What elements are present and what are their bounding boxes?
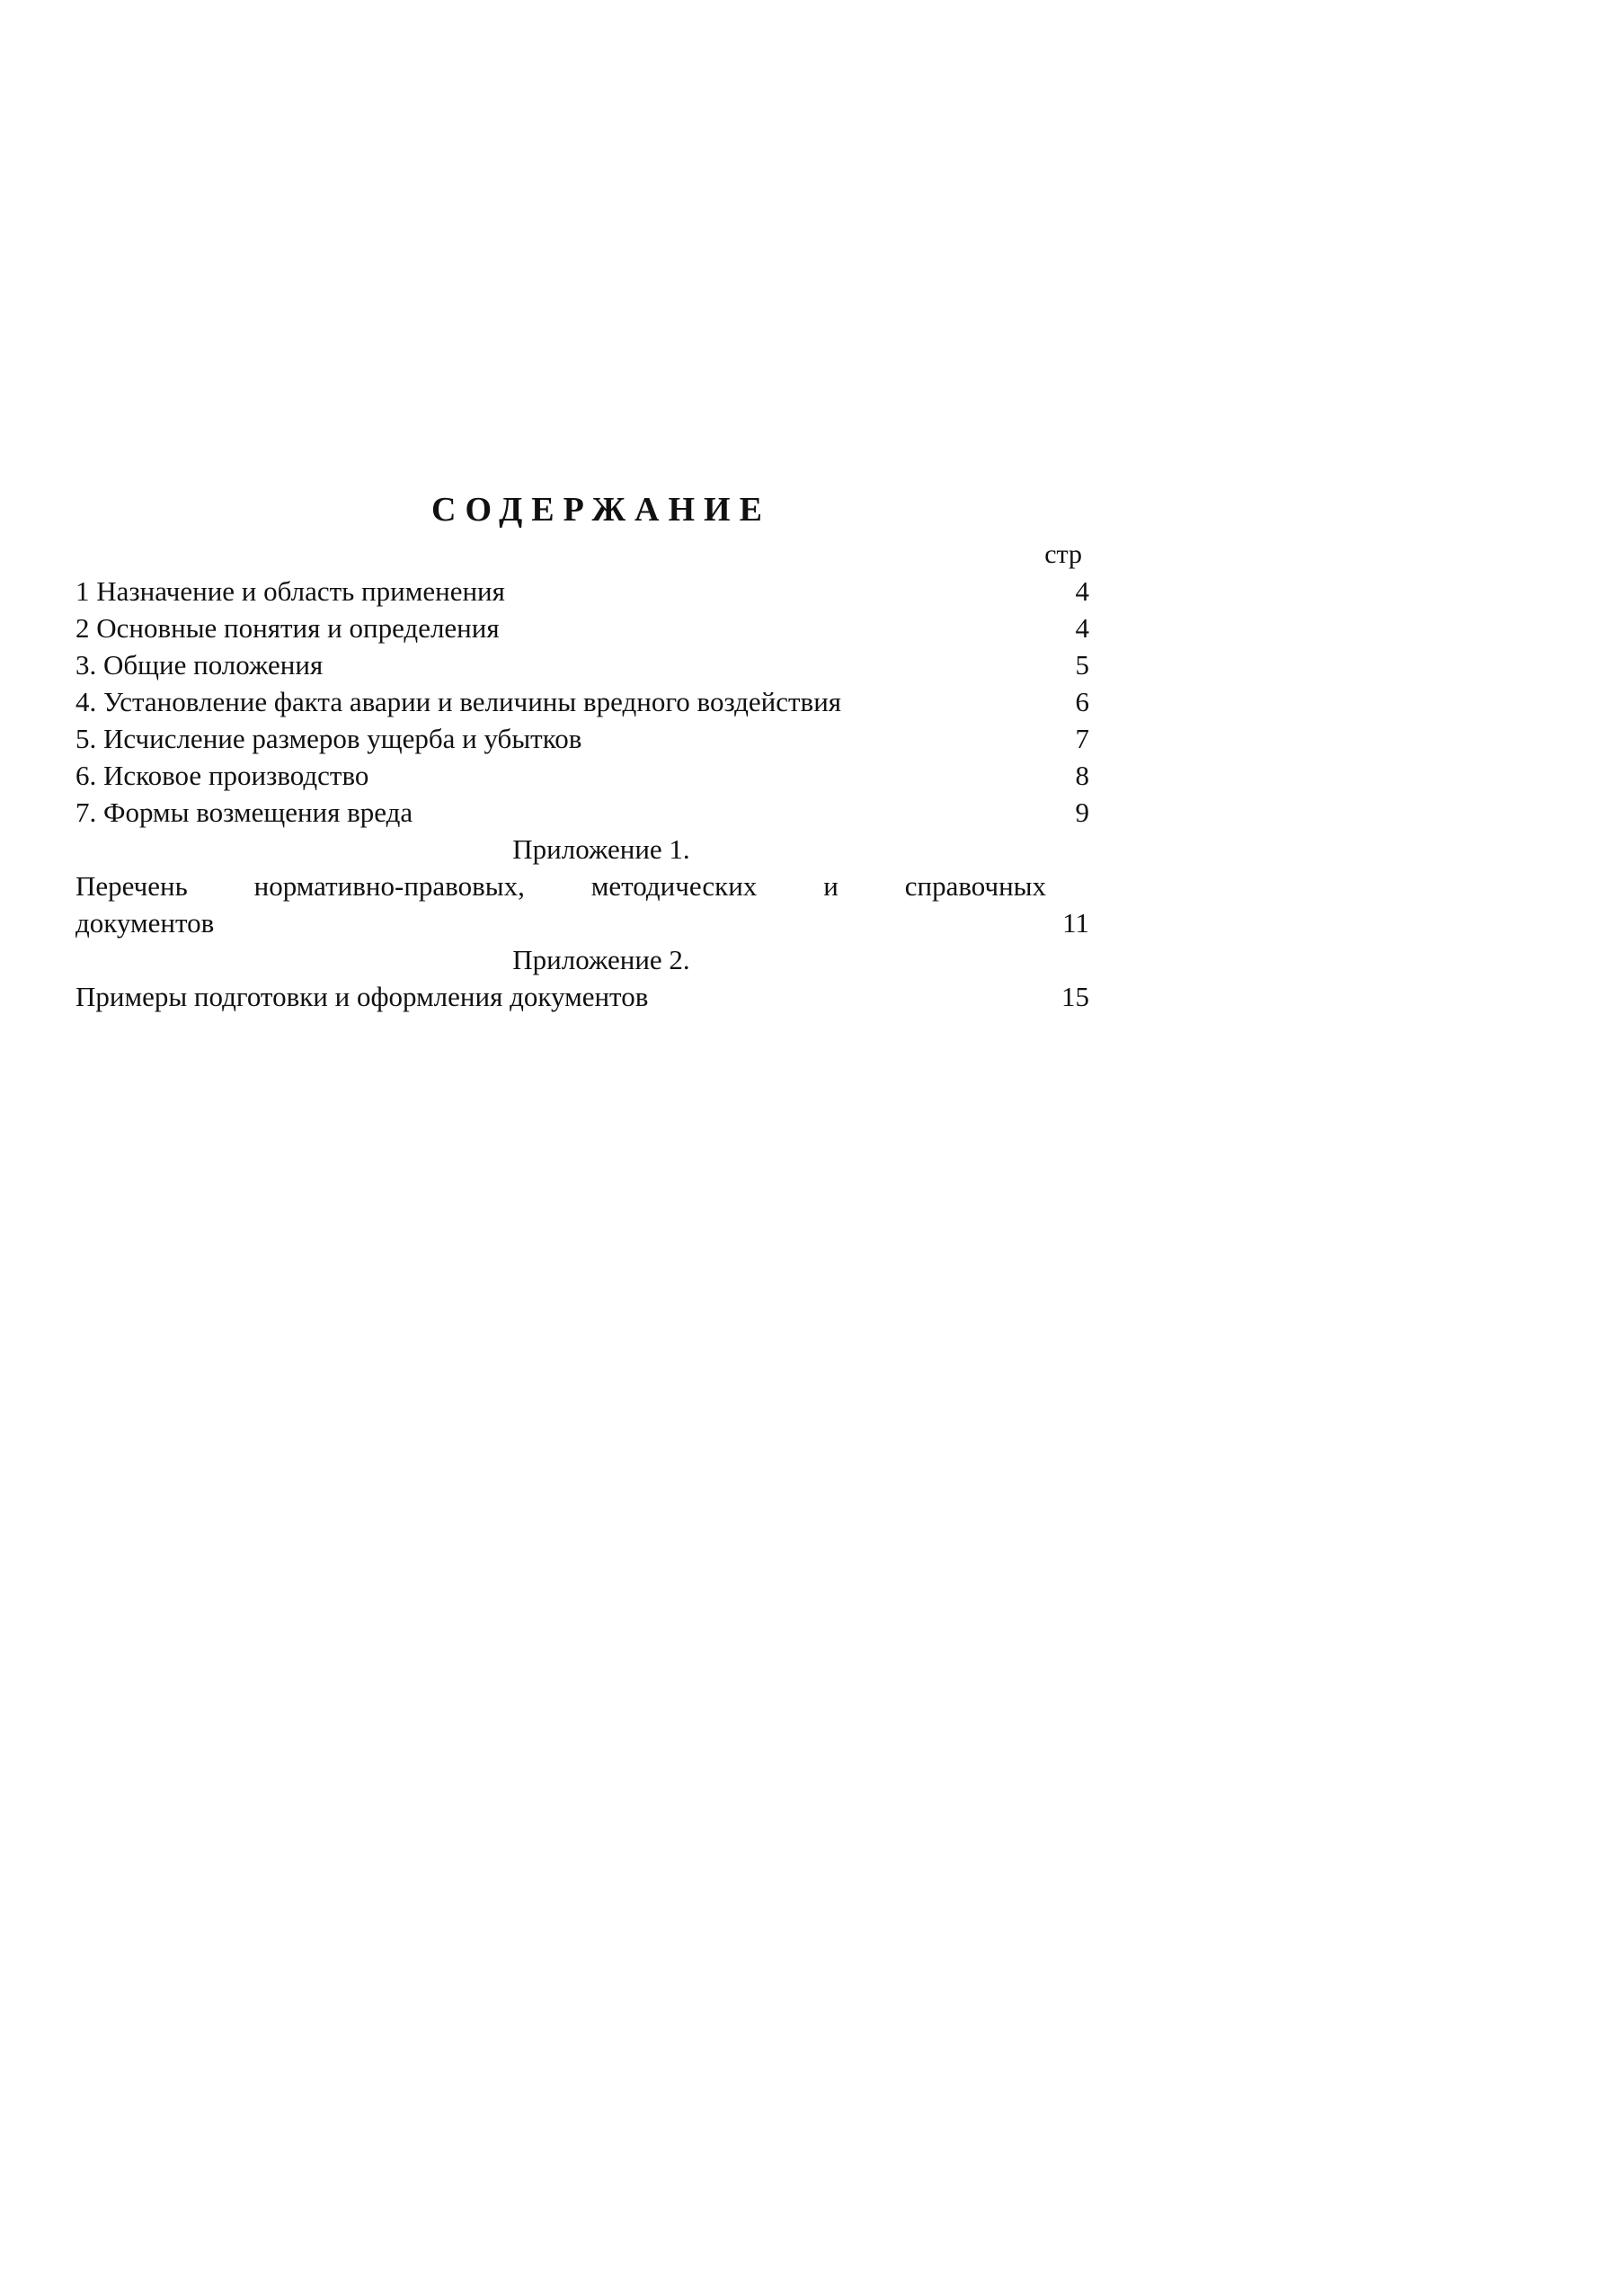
toc-item-text: 2 Основные понятия и определения [75,612,500,644]
appendix-title-line: Перечень нормативно-правовых, методических и справочных [75,870,1046,902]
toc-item-page: 5 [1075,649,1089,681]
page-column-label: стр [1044,539,1082,569]
toc-item-page: 4 [1075,612,1089,644]
toc-title: СОДЕРЖАНИЕ [431,491,771,529]
appendix-label: Приложение 2. [512,944,690,975]
appendix-title-text: документов [75,907,215,939]
appendix-title-text: Примеры подготовки и оформления документов [75,981,649,1012]
toc-item-page: 7 [1075,723,1089,754]
toc-item [75,720,1091,757]
toc-item-page: 4 [1075,575,1089,607]
table-of-contents [75,490,1091,1015]
toc-item-text: 7. Формы возмещения вреда [75,796,413,828]
toc-item-text: 4. Установление факта аварии и величины вредного воздействия [75,686,842,717]
toc-item [75,683,1091,720]
toc-item-text: 6. Исковое производство [75,760,369,791]
appendix-page: 11 [1062,907,1089,939]
toc-item-page: 6 [1075,686,1089,717]
appendix-page: 15 [1061,981,1089,1012]
toc-item-text: 5. Исчисление размеров ущерба и убытков [75,723,582,754]
toc-item-text: 3. Общие положения [75,649,324,681]
appendix-title-row [75,978,1091,1015]
toc-item-page: 9 [1075,796,1089,828]
toc-item [75,794,1091,831]
toc-item [75,573,1091,610]
appendix-title-row [75,904,1091,941]
toc-item-page: 8 [1075,760,1089,791]
toc-item [75,757,1091,794]
toc-item-text: 1 Назначение и область применения [75,575,505,607]
appendix-label: Приложение 1. [512,833,690,865]
toc-item [75,646,1091,683]
appendix-2 [75,941,1091,1015]
toc-item [75,610,1091,646]
appendix-1 [75,831,1091,941]
